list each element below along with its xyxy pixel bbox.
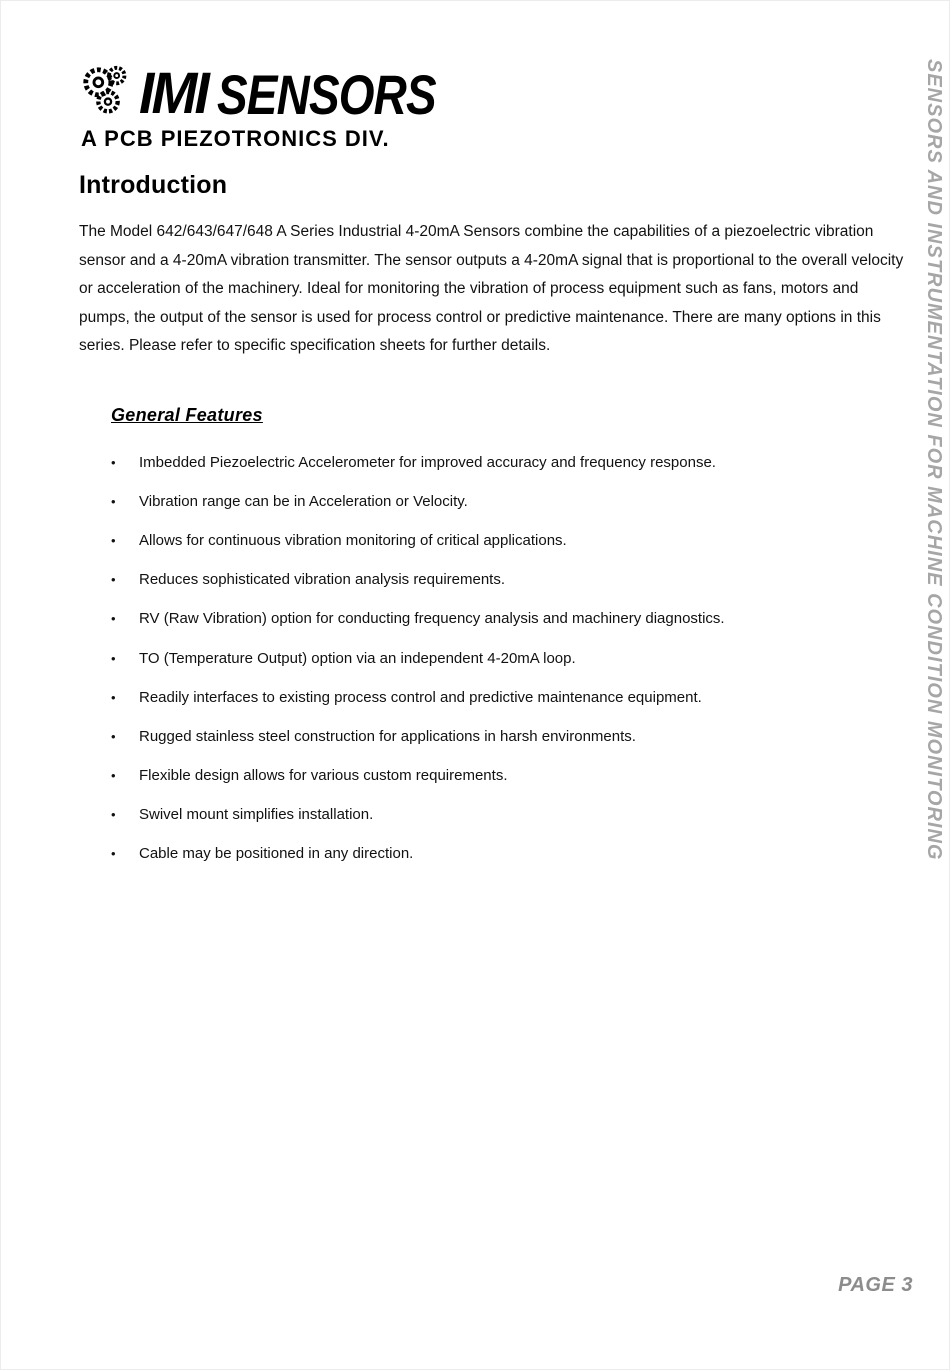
logo-brand-suffix: SENSORS	[216, 62, 436, 126]
bullet-icon: •	[111, 611, 116, 627]
bullet-icon: •	[111, 650, 116, 666]
feature-text: Readily interfaces to existing process control and predictive maintenance equipment.	[139, 688, 702, 706]
content	[79, 171, 911, 885]
page-title: Introduction	[79, 171, 228, 199]
feature-item	[111, 767, 911, 785]
logo-row	[79, 59, 483, 126]
feature-text: Rugged stainless steel construction for applications in harsh environments.	[139, 727, 636, 745]
bullet-icon: •	[111, 572, 116, 588]
gears-icon	[79, 63, 137, 121]
feature-item	[111, 532, 911, 550]
bullet-icon: •	[111, 532, 116, 548]
bullet-icon: •	[111, 454, 116, 470]
feature-text: Cable may be positioned in any direction.	[139, 845, 414, 863]
feature-item	[111, 571, 911, 589]
logo-division: A PCB PIEZOTRONICS DIV.	[81, 126, 390, 151]
feature-item	[111, 650, 911, 668]
page-number: PAGE 3	[838, 1274, 913, 1296]
feature-item	[111, 493, 911, 511]
bullet-icon: •	[111, 846, 116, 862]
features-list	[79, 454, 911, 864]
feature-item	[111, 610, 911, 628]
side-vertical-text: SENSORS AND INSTRUMENTATION FOR MACHINE CONDITION MONITORING	[923, 59, 945, 861]
feature-item	[111, 454, 911, 472]
feature-item	[111, 806, 911, 824]
feature-text: Vibration range can be in Acceleration or Velocity.	[139, 492, 468, 510]
feature-text: Imbedded Piezoelectric Accelerometer for improved accuracy and frequency response.	[139, 453, 716, 471]
imi-sensors-logo	[79, 59, 483, 152]
feature-text: Flexible design allows for various custom requirements.	[139, 767, 508, 785]
feature-text: RV (Raw Vibration) option for conducting frequency analysis and machinery diagnostics.	[139, 610, 725, 628]
bullet-icon: •	[111, 728, 116, 744]
feature-text: TO (Temperature Output) option via an independent 4-20mA loop.	[139, 649, 576, 667]
feature-text: Allows for continuous vibration monitoring of critical applications.	[139, 531, 567, 549]
feature-text: Swivel mount simplifies installation.	[139, 806, 374, 824]
feature-item	[111, 845, 911, 863]
intro-paragraph: The Model 642/643/647/648 A Series Industrial 4-20mA Sensors combine the capabilities of a piezoelectric vibration sensor and a 4-20mA vibration transmitter. The sensor outputs a 4-20mA signal that is proportional to the overall velocity or acceleration of the machinery. Ideal for monitoring the vibration of process equipment such as fans, motors and pumps, the output of the sensor is used for process control or predictive maintenance. There are many options in this series. Please refer to specific specification sheets for further details.	[79, 223, 904, 355]
bullet-icon: •	[111, 807, 116, 823]
features-heading: General Features	[111, 404, 263, 425]
feature-item	[111, 728, 911, 746]
bullet-icon: •	[111, 493, 116, 509]
logo-brand: IMI	[139, 60, 207, 126]
feature-item	[111, 689, 911, 707]
bullet-icon: •	[111, 689, 116, 705]
bullet-icon: •	[111, 768, 116, 784]
feature-text: Reduces sophisticated vibration analysis requirements.	[139, 571, 506, 589]
